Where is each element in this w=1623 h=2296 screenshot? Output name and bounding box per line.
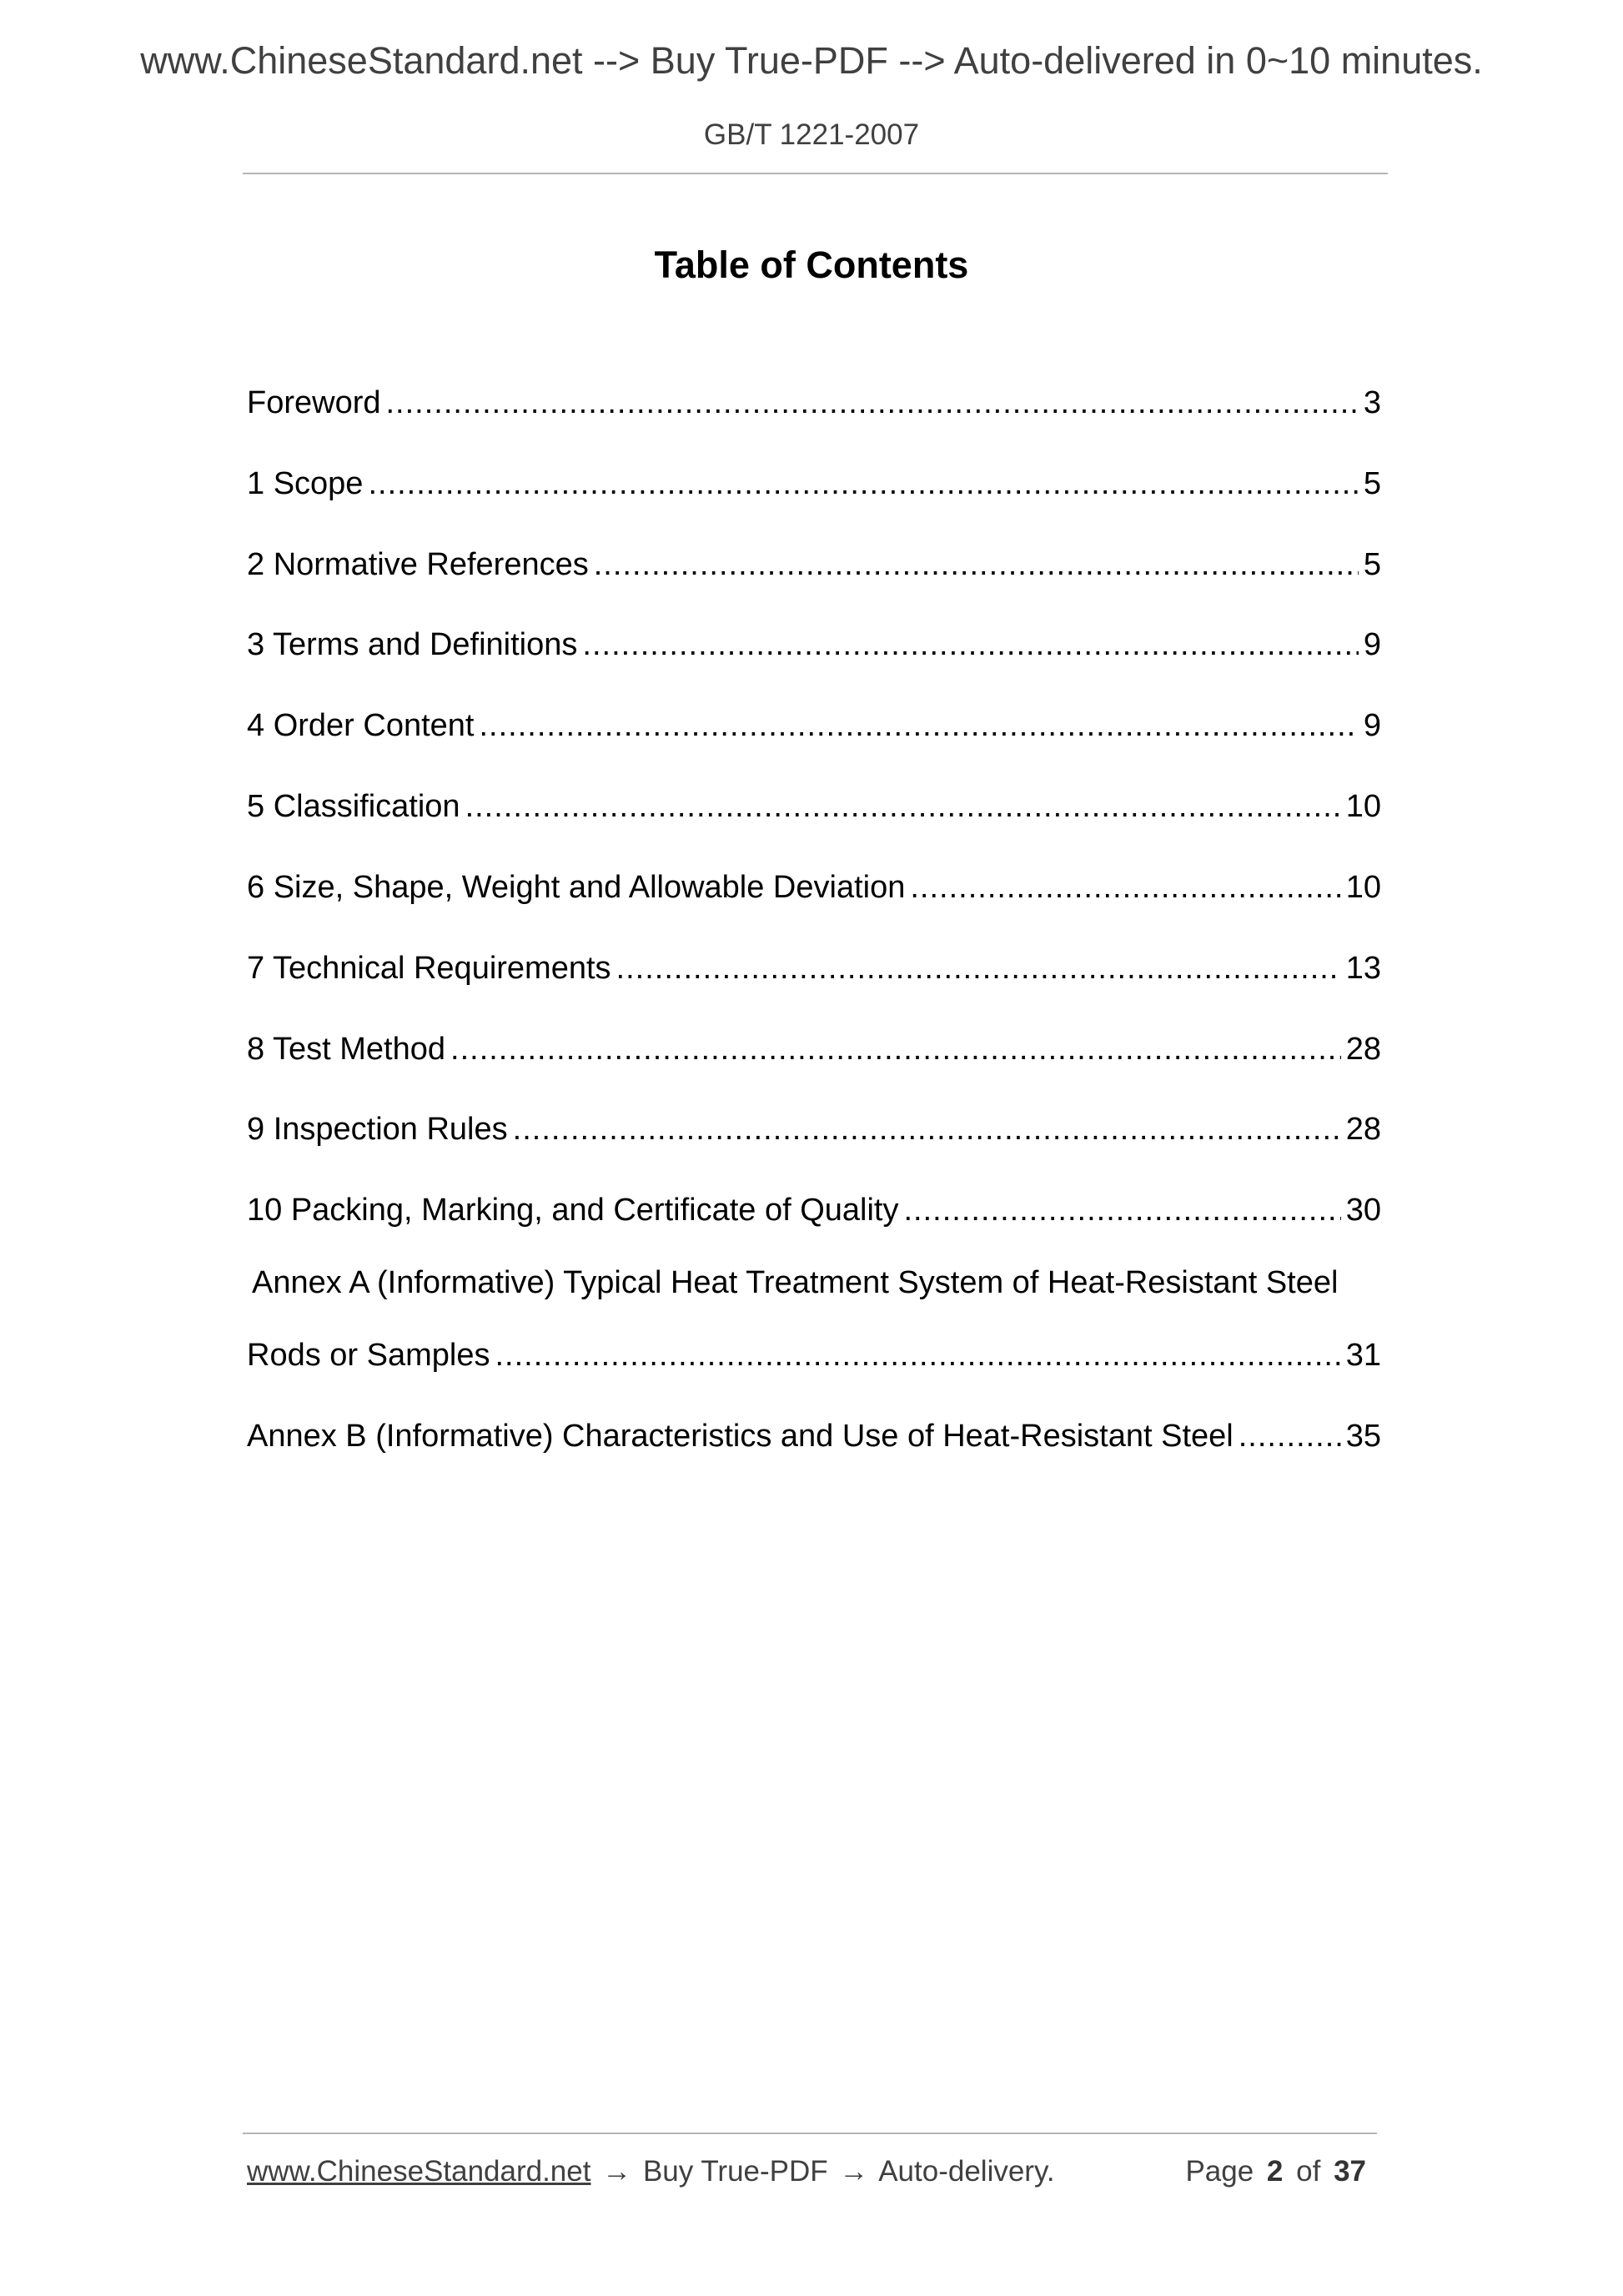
- dot-leader: [386, 387, 1359, 419]
- toc-entry-label: Rods or Samples: [247, 1338, 490, 1373]
- page-word: Page: [1185, 2155, 1254, 2188]
- dot-leader: [495, 1339, 1340, 1371]
- footer-buy-text: Buy True-PDF: [642, 2155, 828, 2188]
- toc-entry-page: 31: [1345, 1338, 1381, 1373]
- dot-leader: [479, 710, 1358, 741]
- toc-entry-scope[interactable]: [247, 468, 1381, 500]
- toc-entry-page: 28: [1345, 1112, 1381, 1147]
- toc-entry-label: 8 Test Method: [247, 1032, 446, 1067]
- toc-entry-label: 7 Technical Requirements: [247, 951, 611, 986]
- toc-entry-label: 2 Normative References: [247, 547, 589, 582]
- toc-entry-page: 13: [1345, 951, 1381, 986]
- toc-entry-page: 28: [1345, 1032, 1381, 1067]
- footer-site-link[interactable]: www.ChineseStandard.net: [247, 2155, 591, 2188]
- dot-leader: [904, 1194, 1341, 1226]
- toc-entry-page: 3: [1363, 385, 1381, 420]
- standard-code: GB/T 1221-2007: [703, 118, 920, 151]
- current-page: 2: [1266, 2155, 1284, 2188]
- toc-entry-annex-b[interactable]: [247, 1420, 1381, 1452]
- toc-entry-classification[interactable]: [247, 791, 1381, 822]
- header-divider: [243, 173, 1388, 174]
- footer-delivery-text: Auto-delivery.: [878, 2155, 1055, 2188]
- toc-entry-page: 9: [1363, 627, 1381, 662]
- toc-entry-foreword[interactable]: [247, 387, 1381, 419]
- site-banner[interactable]: www.ChineseStandard.net --> Buy True-PDF --> Auto-delivered in 0~10 minutes.: [140, 39, 1483, 82]
- dot-leader: [1239, 1420, 1341, 1452]
- toc-entry-test-method[interactable]: [247, 1033, 1381, 1065]
- toc-entry-label: 9 Inspection Rules: [247, 1112, 508, 1147]
- dot-leader: [465, 791, 1341, 822]
- toc-entry-page: 30: [1345, 1193, 1381, 1228]
- page-number: [1185, 2157, 1371, 2186]
- toc-entry-size-shape[interactable]: [247, 872, 1381, 903]
- arrow-right-icon: →: [839, 2155, 869, 2188]
- toc-entry-label: 1 Scope: [247, 466, 364, 501]
- toc-entry-label: 4 Order Content: [247, 708, 475, 743]
- toc-entry-page: 10: [1345, 789, 1381, 824]
- toc-entry-page: 10: [1345, 870, 1381, 905]
- toc-entry-label: Annex B (Informative) Characteristics and Use of Heat-Resistant Steel: [247, 1419, 1234, 1454]
- toc-entry-annex-a[interactable]: [247, 1339, 1381, 1371]
- dot-leader: [450, 1033, 1341, 1065]
- toc-entry-page: 9: [1363, 708, 1381, 743]
- toc-entry-terms-definitions[interactable]: [247, 629, 1381, 661]
- footer-divider: [243, 2133, 1377, 2134]
- total-pages: 37: [1334, 2155, 1366, 2188]
- toc-entry-packing-marking[interactable]: [247, 1194, 1381, 1226]
- toc-entry-label: Foreword: [247, 385, 381, 420]
- toc-entry-label: 3 Terms and Definitions: [247, 627, 578, 662]
- dot-leader: [616, 952, 1341, 984]
- toc-entry-label: 10 Packing, Marking, and Certificate of Quality: [247, 1193, 899, 1228]
- page-footer: [247, 2157, 1381, 2186]
- page-title: Table of Contents: [654, 244, 969, 286]
- dot-leader: [910, 872, 1340, 903]
- toc-entry-page: 35: [1345, 1419, 1381, 1454]
- toc-entry-normative-references[interactable]: [247, 549, 1381, 580]
- toc-entry-order-content[interactable]: [247, 710, 1381, 741]
- of-word: of: [1296, 2155, 1321, 2188]
- toc-entry-page: 5: [1363, 466, 1381, 501]
- toc-entry-technical-requirements[interactable]: [247, 952, 1381, 984]
- toc-entry-label: 6 Size, Shape, Weight and Allowable Deviation: [247, 870, 906, 905]
- toc-entry-inspection-rules[interactable]: [247, 1113, 1381, 1145]
- dot-leader: [582, 629, 1358, 661]
- dot-leader: [513, 1113, 1341, 1145]
- toc-entry-page: 5: [1363, 547, 1381, 582]
- dot-leader: [368, 468, 1358, 500]
- toc-entry-annex-a-heading[interactable]: Annex A (Informative) Typical Heat Treatment System of Heat-Resistant Steel: [252, 1265, 1339, 1300]
- dot-leader: [594, 549, 1359, 580]
- arrow-right-icon: →: [602, 2155, 632, 2188]
- toc-entry-label: 5 Classification: [247, 789, 460, 824]
